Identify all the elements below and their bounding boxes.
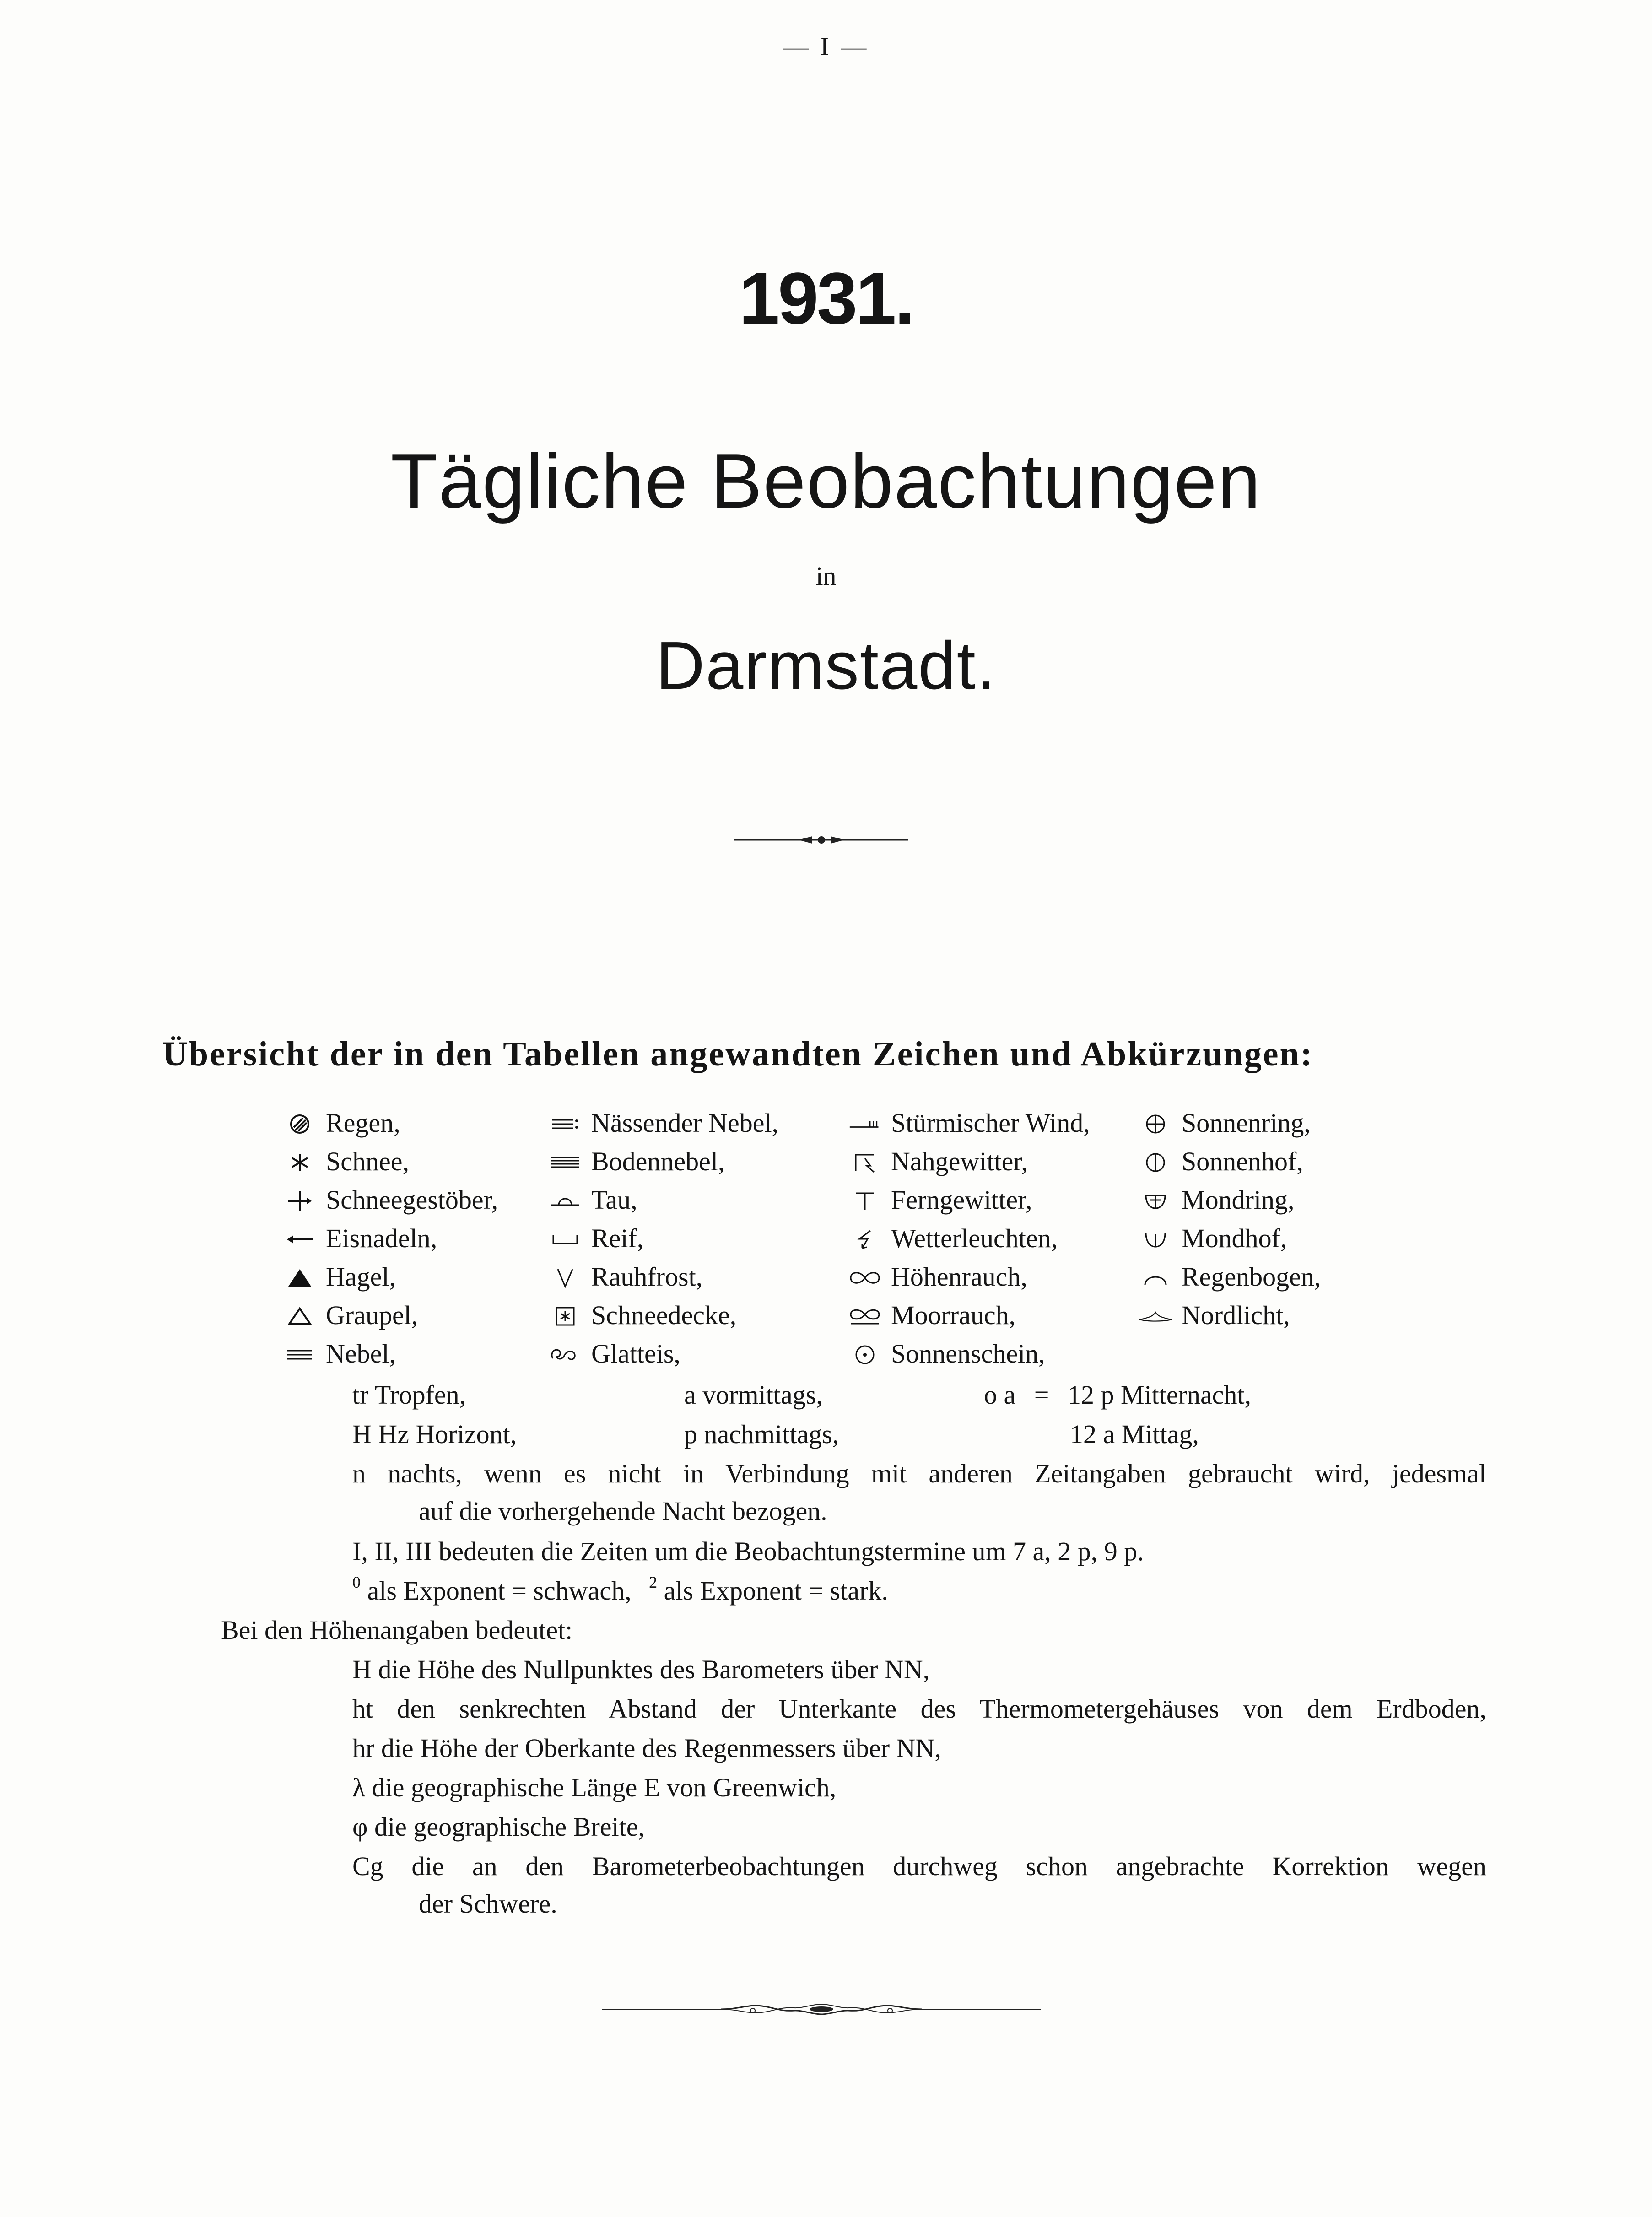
legend-label: Regen, — [326, 1108, 400, 1138]
legend-label: Nässender Nebel, — [591, 1108, 779, 1138]
legend-label: Regenbogen, — [1182, 1262, 1321, 1292]
snow-cover-icon — [549, 1303, 581, 1329]
graupel-icon — [284, 1303, 316, 1329]
sun-ring-icon — [1139, 1111, 1172, 1137]
legend-label: Höhenrauch, — [891, 1262, 1027, 1292]
haze-icon — [849, 1265, 881, 1291]
legend-label: Stürmischer Wind, — [891, 1108, 1090, 1138]
exp-strong-sup: 2 — [649, 1573, 658, 1591]
legend-item — [1139, 1222, 1460, 1260]
legend-label: Mondhof, — [1182, 1223, 1287, 1253]
hail-icon — [284, 1265, 316, 1291]
storm-wind-icon — [849, 1111, 881, 1137]
legend-label: Sonnenring, — [1182, 1108, 1311, 1138]
legend-item — [849, 1107, 1169, 1145]
heights-intro: Bei den Höhenangaben bedeutet: — [221, 1615, 573, 1645]
legend-column-optical — [1139, 1107, 1460, 1337]
height-item: der Schwere. — [419, 1889, 557, 1919]
legend-label: Nebel, — [326, 1339, 396, 1368]
abbr-nachts-line2: auf die vorhergehende Nacht bezogen. — [419, 1496, 827, 1526]
legend-item — [1139, 1260, 1460, 1299]
bottom-ornament — [602, 1998, 1041, 2021]
legend-item — [1139, 1184, 1460, 1222]
legend-item — [549, 1337, 869, 1376]
height-item: Cg die an den Barometerbeobachtungen durchweg schon angebrachte Korrektion wegen — [352, 1851, 1486, 1881]
rainbow-icon — [1139, 1265, 1172, 1291]
height-item: hr die Höhe der Oberkante des Regenmessers über NN, — [352, 1733, 941, 1763]
height-item: φ die geographische Breite, — [352, 1812, 645, 1842]
legend-label: Hagel, — [326, 1262, 396, 1292]
abbr-terms: I, II, III bedeuten die Zeiten um die Beobachtungstermine um 7 a, 2 p, 9 p. — [352, 1536, 1144, 1566]
divider-ornament — [734, 831, 908, 849]
abbr-hz: H Hz Horizont, — [352, 1419, 517, 1449]
abbr-oa-equals: = — [1034, 1380, 1049, 1410]
rain-icon — [284, 1111, 316, 1137]
moor-smoke-icon — [849, 1303, 881, 1329]
legend-label: Eisnadeln, — [326, 1223, 437, 1253]
abbr-oa-code: o a — [984, 1380, 1016, 1410]
legend-label: Nahgewitter, — [891, 1146, 1028, 1176]
height-item: ht den senkrechten Abstand der Unterkante des Thermometergehäuses von dem Erdboden, — [352, 1694, 1486, 1724]
abbr-oa — [984, 1379, 1251, 1411]
legend-label: Schnee, — [326, 1146, 409, 1176]
legend-column-fog-frost — [549, 1107, 869, 1376]
abbr-a: a vormittags, — [684, 1380, 823, 1410]
legend-label: Sonnenhof, — [1182, 1146, 1303, 1176]
moon-halo-icon — [1139, 1227, 1172, 1252]
abbr-nachts-line1: n nachts, wenn es nicht in Verbindung mit anderen Zeitangaben gebraucht wird, jedesmal — [352, 1459, 1486, 1488]
hoarfrost-icon — [549, 1227, 581, 1252]
abbr-p: p nachmittags, — [684, 1419, 839, 1449]
legend-label: Glatteis, — [591, 1339, 680, 1368]
title-connector: in — [815, 561, 837, 591]
moon-ring-icon — [1139, 1188, 1172, 1214]
legend-label: Sonnenschein, — [891, 1339, 1045, 1368]
near-thunderstorm-icon — [849, 1150, 881, 1175]
exp-strong: als Exponent = stark. — [664, 1576, 888, 1606]
legend-item — [549, 1222, 869, 1260]
legend-label: Graupel, — [326, 1300, 418, 1330]
legend-label: Moorrauch, — [891, 1300, 1016, 1330]
page-number: — I — — [783, 32, 869, 61]
year-heading: 1931. — [739, 257, 913, 339]
legend-item — [1139, 1145, 1460, 1184]
dew-icon — [549, 1188, 581, 1214]
sheet-lightning-icon — [849, 1227, 881, 1252]
exp-weak-sup: 0 — [352, 1573, 361, 1591]
exp-weak: als Exponent = schwach, — [367, 1576, 632, 1606]
legend-item — [549, 1260, 869, 1299]
ground-fog-icon — [549, 1150, 581, 1175]
legend-item — [849, 1299, 1169, 1337]
legend-label: Nordlicht, — [1182, 1300, 1290, 1330]
place-name: Darmstadt. — [656, 628, 996, 703]
legend-label: Schneedecke, — [591, 1300, 737, 1330]
glaze-icon — [549, 1342, 581, 1368]
legend-item — [849, 1260, 1169, 1299]
legend-label: Tau, — [591, 1185, 637, 1215]
sun-halo-icon — [1139, 1150, 1172, 1175]
fog-icon — [284, 1342, 316, 1368]
ice-needles-icon — [284, 1227, 316, 1252]
legend-label: Ferngewitter, — [891, 1185, 1032, 1215]
height-item: H die Höhe des Nullpunktes des Barometers über NN, — [352, 1655, 930, 1684]
legend-item — [849, 1337, 1169, 1376]
legend-label: Rauhfrost, — [591, 1262, 703, 1292]
legend-heading: Übersicht der in den Tabellen angewandten Zeichen und Abkürzungen: — [162, 1035, 1314, 1073]
legend-item — [549, 1145, 869, 1184]
page-title: Tägliche Beobachtungen — [390, 438, 1262, 524]
legend-label: Mondring, — [1182, 1185, 1295, 1215]
legend-item — [849, 1184, 1169, 1222]
legend-item — [1139, 1107, 1460, 1145]
legend-label: Schneegestöber, — [326, 1185, 498, 1215]
aurora-icon — [1139, 1303, 1172, 1329]
legend-item — [849, 1145, 1169, 1184]
snowdrift-icon — [284, 1188, 316, 1214]
legend-label: Wetterleuchten, — [891, 1223, 1058, 1253]
abbr-exponents — [352, 1574, 888, 1607]
legend-item — [549, 1107, 869, 1145]
rime-icon — [549, 1265, 581, 1291]
abbr-mittag: 12 a Mittag, — [1070, 1419, 1199, 1449]
snow-icon — [284, 1150, 316, 1175]
wet-fog-icon — [549, 1111, 581, 1137]
legend-item — [549, 1299, 869, 1337]
legend-column-wind-storm — [849, 1107, 1169, 1376]
abbr-oa-value: 12 p Mitternacht, — [1067, 1380, 1252, 1410]
legend-item — [1139, 1299, 1460, 1337]
distant-thunderstorm-icon — [849, 1188, 881, 1214]
legend-label: Bodennebel, — [591, 1146, 725, 1176]
sunshine-icon — [849, 1342, 881, 1368]
height-item: λ die geographische Länge E von Greenwich, — [352, 1773, 837, 1802]
legend-item — [549, 1184, 869, 1222]
abbr-tr: tr Tropfen, — [352, 1380, 466, 1410]
legend-label: Reif, — [591, 1223, 644, 1253]
legend-item — [849, 1222, 1169, 1260]
